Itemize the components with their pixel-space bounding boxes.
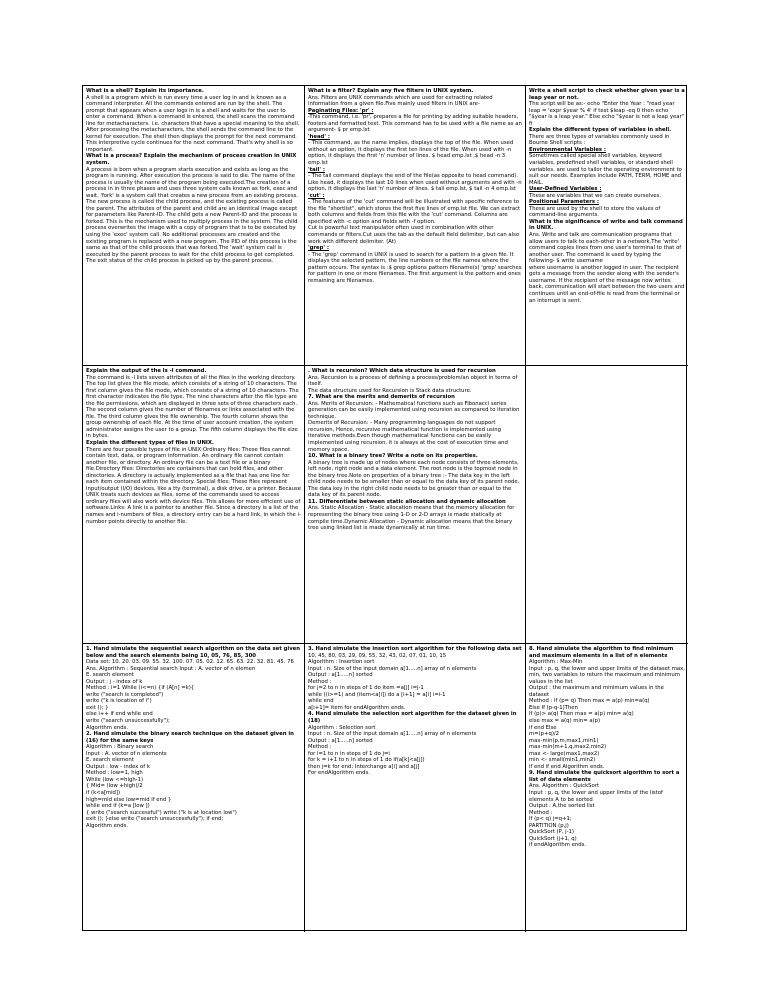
body-text: Output : the maximum and minimum values in the dataset — [529, 685, 664, 698]
body-text: for k = i+1 to n in steps of 1 do if(a[k]<a[j]) — [308, 757, 425, 764]
body-text: else max = a(q) min= a(p) — [529, 718, 601, 725]
question-heading: What is the significance of write and talk command in UNIX. — [529, 218, 683, 232]
body-text: Input : n. Size of the input domain a[1.....n] array of n elements — [308, 665, 477, 672]
body-text: Ans. Recursion is a process of defining a process/problem/an object in terms of itself. — [308, 374, 518, 388]
body-text: The command ls -l lists seven attributes of all the files in the working directory. The top list gives the file mode, which consists of a string of 10 characters. The first column gives the file mode, which consists of a string of 10 characters. The first character indicates the file type. The nine characters after the file type are the file permissions, which are displayed in three sets of three characters each. The second column gives the number of filenames or links associated with the file. The third column gives the file ownership. The fourth column shows the group ownership of each file. At the time of user account creation, the system administrator assigns the user to a group. The fifth column displays the file size in bytes. — [86, 374, 299, 440]
body-text: while ((i>=1) and (item<a[i]) do a [i+1] = a[i] i=i-1 — [308, 691, 446, 698]
body-text: There are four possible types of file in UNIX:Ordinary files: These files cannot contain text, data, or program information. An ordinary file cannot contain another file, or directory. An ordinary file can be a text file or a binary file.Directory files: Directories are containers that can hold files, and other directories. A directory is actually implemented as a file that has one line for each item contained within the directory. Special files: These files represent input/output (I/O) devices, like a tty (terminal), a disk drive, or a printer. Because UNIX treats such devices as files, some of the commands used to access ordinary files will also work with device files. This allows for more efficient use of software.Links: A link is a pointer to another file. Since a directory is a list of the names and i-numbers of files, a directory entry can be a hard link, in which the i-number points directly to another file. — [86, 446, 301, 525]
question-heading: . What is recursion? Which data structure is used for recursion — [308, 368, 496, 374]
body-text: max-min(m+1,q,max2,min2) — [529, 744, 607, 751]
cell-filters — [305, 86, 526, 366]
body-text: Algorithm : Binary search — [86, 744, 154, 751]
body-text: max <- large(max1,max2) — [529, 750, 600, 757]
body-text: Algorithm : Insertion sort — [308, 659, 375, 666]
body-text: Algorithm ends. — [86, 822, 129, 829]
question-heading: Explain the output of the ls -l command. — [86, 368, 207, 374]
body-text: Method : — [308, 744, 332, 751]
body-text: Output : j - index of k — [86, 678, 143, 685]
body-text: -This command, i.e. 'pr', prepares a file for printing by adding suitable headers, footers and formatted text. This command has to be used with a file name as an argument- $ pr emp.lst — [308, 114, 522, 134]
body-text: Ans. Write and talk are communication programs that allow users to talk to each-other in a network.The 'write' command copies lines from one user's terminal to that of another user. The command is used by typing the following- $ write username — [529, 232, 682, 265]
body-text: QuickSort (P, j-1) — [529, 829, 574, 836]
body-text: for j=2 to n in steps of 1 do item =a[j] i=j-1 — [308, 685, 424, 692]
body-text: Ans. Filters are UNIX commands which are used for extracting related information from a given file.Five mainly used filters in UNIX are- — [308, 94, 493, 108]
body-text: Else If (p-q-1)Then — [529, 704, 578, 711]
cell-minmax-quicksort — [526, 644, 688, 932]
body-text: The data structure used for Recursion is Stack data structure. — [308, 387, 472, 394]
body-text: The script will be as:- echo "Enter the Year : "read year leap = 'expr $year % 4' if test $leap -eq 0 then echo "$year is a leap year." Else echo "$year is not a leap year" fi — [529, 101, 685, 127]
body-text: Cut is powerful text manipulator often used in combination with other commands or filters.Cut uses the tab as the default field delimiter, but can also work with different delimiter. (At) — [308, 225, 520, 245]
question-heading: What is a shell? Explain its importance. — [86, 88, 204, 94]
question-heading: Write a shell script to check whether given year is a leap year or not. — [529, 88, 685, 101]
body-text: E. search element — [86, 757, 134, 764]
body-text: Method : — [529, 809, 553, 816]
body-text: { write ("search successful") write ("k is at location low") — [86, 809, 237, 816]
body-text: exit (); } — [86, 704, 109, 711]
cell-shell-process — [83, 86, 305, 366]
body-text: PARTITION (p,j) — [529, 822, 569, 829]
body-text: Demerits of Recursion: - Many programming languages do not support recursion, Hence, recursive mathematical function is implemented using iterative methods.Even though mathematical functions can be easily implemented using recursion, it is always at the cost of execution time and memory space. — [308, 420, 508, 453]
question-heading: What is a process? Explain the mechanism of process creation in UNIX system. — [86, 153, 297, 167]
question-heading: 9. Hand simulate the quicksort algorithm to sort a list of data elements — [529, 770, 680, 783]
question-heading: Positional Parameters : — [529, 199, 599, 206]
body-text: write ("search is completed") — [86, 691, 164, 698]
body-text: Data set: 10. 20. 03. 09. 55. 32. 100. 07. 05. 02. 12. 65. 63. 22. 32. 81. 45. 76 — [86, 659, 294, 666]
body-text: - The 'grep' command in UNIX is used to search for a pattern in a given file. It displays the selected pattern, the line numbers or the file names where the pattern occurs. The syntax is :$ grep options pattern filename(s) 'grep' searches for pattern in one or more filenames. The first argument is the pattern and ones remaining are filenames. — [308, 251, 522, 284]
question-heading: 'cut' : — [308, 192, 325, 199]
body-text: A shell is a program which is run every time a user log in and is known as a command interpreter. All the commands entered are run by the shell. The prompt that appears when a user logs in is a shell and waits for the user to enter a command. When a command is entered, the shell scans the command line for metacharacters. i.e. characters that have a special meaning to the shell. After processing the metacharacters, the shell sends the command line to the kernel for execution. The shell then displays the prompt for the next command. This interpretive cycle continues for the next command. That's why shell is so important. — [86, 94, 300, 153]
question-heading: 1. Hand simulate the sequential search algorithm on the data set given below and the search elements being 10, 05, 76, 85, 300 — [86, 646, 301, 659]
question-heading: Environmental Variables : — [529, 146, 607, 153]
body-text: For endAlgorithm ends. — [308, 770, 370, 777]
body-text: max-min(p,m,max1,min1) — [529, 737, 599, 744]
cell-sorting-algorithms — [305, 644, 526, 932]
question-heading: Explain the different types of variables in shell. — [529, 127, 672, 134]
body-text: 10, 45, 80, 03, 29, 09, 55, 32, 43, 02, 07, 01, 10, 15 — [308, 652, 447, 659]
body-text: while end — [308, 698, 334, 705]
body-text: - The features of the 'cut' command will be illustrated with specific reference to the file "shortlist", which stores the first five lines of emp.lst file. We can extract both columns and fields from this file with the 'cut' command. Columns are specified with -c option and fields with -f option. — [308, 199, 521, 225]
body-text: for i=1 to n in steps of 1 do j=i — [308, 750, 390, 757]
body-text: { Mid= (low +high)/2 — [86, 783, 143, 790]
body-text: Output : A,the sorted list — [529, 803, 595, 810]
body-text: else i++ if end while end — [86, 711, 153, 718]
body-text: a[i+1]= item for endAlgorithm ends. — [308, 704, 406, 711]
body-text: while end if (k=a [low ]) — [86, 803, 150, 810]
body-text: if end Else — [529, 724, 557, 731]
body-text: Input : p, q, the lower and upper limits of the dataset max, min, two variables to return the maximum and minimum values in the list — [529, 665, 685, 685]
body-text: write ("search unsuccessfully"); — [86, 718, 170, 725]
body-text: then j=k for end: Interchange a[i] and a[j] — [308, 763, 420, 770]
body-text: if end if end Algorithm ends. — [529, 763, 605, 770]
body-text: While (low <=high-1) — [86, 776, 144, 783]
body-text: Algorithm : Max-Min — [529, 659, 583, 666]
body-text: Input : n. Size of the input domain a[1.....n] array of n elements — [308, 731, 477, 738]
body-text: where username is another logged in user. The recipient gets a message from the sender along with the sender's username. If the recipient of the message now writes back, communication will start between the two users and continues until an end-of-file is read from the terminal or an interrupt is sent. — [529, 264, 685, 304]
body-text: A binary tree is made up of nodes where each node consists of three elements, left node, right node and a data element. The root node is the topmost node in the binary tree.Note on properties of a binary tree :- The data key in the left child node needs to be smaller than or equal to the data key of its parent node. The data key in the right child node needs to be greater than or equal to the data key of its parent node. — [308, 459, 520, 499]
body-text: If (p)> a(q) Then max = a(p) min= a(q) — [529, 711, 634, 718]
body-text: There are three types of variables commonly used in Bourne Shell scripts : — [529, 133, 670, 147]
body-text: Method : — [308, 678, 332, 685]
body-text: Output : low - index of k — [86, 763, 150, 770]
body-text: A process is born when a program starts execution and exists as long as the program is running. After execution the process is said to die. The name of the process is usually the name of the program being executed.The creation of a process in in three phases and uses three system calls known as fork, exec and wait. 'fork' is a system call that creates a new process from an existing process. The new process is called the child process, and the existing process is called the parent. The attributes of the parent and child are an identical image except for parameters like Parent-ID. The child gets a new Parent-ID and the process is forked. This is the mechanism used to multiply process in the system. The child process overwrites the image with a copy of program that is to be executed by using the 'exec' system call. No additional processes are created and the existing program is replaced with a new program. The PID of this process is the same as that of the child process that was forked.The 'wait' system call is executed by the parent process to wait for the child process to get completed. The exit status of the child process is picked up by the parent process. — [86, 166, 299, 265]
body-text: QuickSort (j+1, q) — [529, 835, 577, 842]
notes-sheet — [82, 85, 687, 931]
body-text: Output : a[1.....n] sorted — [308, 737, 373, 744]
cell-empty — [526, 366, 688, 644]
body-text: Ans. Algorithm : Sequential search Input : A. vector of n elemen — [86, 665, 256, 672]
body-text: Input : A. vector of n elements — [86, 750, 167, 757]
cell-ls-l-file-types — [83, 366, 305, 644]
question-heading: 4. Hand simulate the selection sort algorithm for the dataset given in (18) — [308, 711, 517, 725]
body-text: Ans. Merits of Recursion: - Mathematical functions such as Fibonacci series generation can be easily implemented using recursion as compared to iteration technique. — [308, 400, 520, 420]
body-text: Output : a[1.....n] sorted — [308, 672, 373, 679]
cell-recursion-trees — [305, 366, 526, 644]
body-text: - This command, as the name implies, displays the top of the file. When used without an option, it displays the first ten lines of the file. When used with -n option, it displays the first 'n' number of lines. $ head emp.lst ,$ head -n 3 emp.lst — [308, 140, 514, 167]
body-text: min <- small(min1,min2) — [529, 757, 596, 764]
question-heading: 10. What is a binary tree? Write a note on its properties. — [308, 453, 478, 460]
cell-search-algorithms — [83, 644, 305, 932]
body-text: Method : If (p= q) Then max = a(p) min=a(q) — [529, 698, 650, 705]
body-text: If (p< q) j=q+1; — [529, 816, 572, 823]
body-text: These are variables that we can create ourselves. — [529, 192, 662, 199]
body-text: Sometimes called special shell variables, keyword variables, predefined shell variables, or standard shell variables. are used to tailor the operating environment to suit our needs. Examples include PATH, TERM, HOME and MAIL. — [529, 153, 682, 186]
body-text: Method : low=1, high — [86, 770, 143, 777]
question-heading: 'head' : — [308, 133, 330, 140]
body-text: high=mid else low=mid if end } — [86, 796, 172, 803]
body-text: Algorithm ends. — [86, 724, 129, 731]
body-text: These are used by the shell to store the values of command-line arguments. — [529, 205, 661, 219]
question-heading: 11. Differentiate between static allocation and dynamic allocation — [308, 498, 506, 505]
question-heading: 7. What are the merits and demerits of recursion — [308, 394, 455, 401]
question-heading: User-Defined Variables : — [529, 186, 602, 193]
question-heading: Explain the different types of files in UNIX. — [86, 440, 214, 447]
body-text: m=(p+q)/2 — [529, 731, 560, 738]
question-heading: 3. Hand simulate the insertion sort algorithm for the following data set — [308, 646, 522, 652]
body-text: Ans. Algorithm : QuickSort — [529, 783, 600, 790]
body-text: - The tail command displays the end of the file(as opposite to head command). Like head, it displays the last 10 lines when used without arguments and with -n option, it displays the last 'n' number of lines. $ tail emp.lst, $ tail -n 4 emp.lst — [308, 173, 522, 193]
body-text: if (k<a[mid]) — [86, 790, 121, 797]
question-heading: 8. Hand simulate the algorithm to find minimum and maximum elements in a list of n elements — [529, 646, 674, 659]
body-text: if endAlgorithm ends. — [529, 842, 587, 849]
body-text: Method : i=1 While (i<=n) {if (A[n] =k){ — [86, 685, 195, 692]
body-text: Algorithm : Selection sort — [308, 724, 376, 731]
body-text: Ans. Static Allocation - Static allocation means that the memory allocation for representing the binary tree using 1-D or 2-D arrays is made statically at compile time.Dynamic Allocation - Dynamic allocation means that the binary tree using linked list is made dynamically at run time. — [308, 505, 515, 532]
body-text: E. search element — [86, 672, 134, 679]
question-heading: What is a filter? Explain any five filters in UNIX system. — [308, 88, 474, 94]
question-heading: 2. Hand simulate the binary search technique on the dataset given in (16) for the same keys — [86, 731, 294, 744]
body-text: write ("k is location of i") — [86, 698, 152, 705]
body-text: exit (); }else write ("search unsuccessfully"); if end; — [86, 816, 224, 823]
question-heading: 'tail' : — [308, 166, 325, 173]
cell-shell-script-variables — [526, 86, 688, 366]
body-text: Input : p, q, the lower and upper limits of the listof elements A to be sorted — [529, 790, 663, 803]
question-heading: Paginating Files: 'pr' : — [308, 107, 374, 114]
question-heading: 'grep' : — [308, 245, 329, 252]
